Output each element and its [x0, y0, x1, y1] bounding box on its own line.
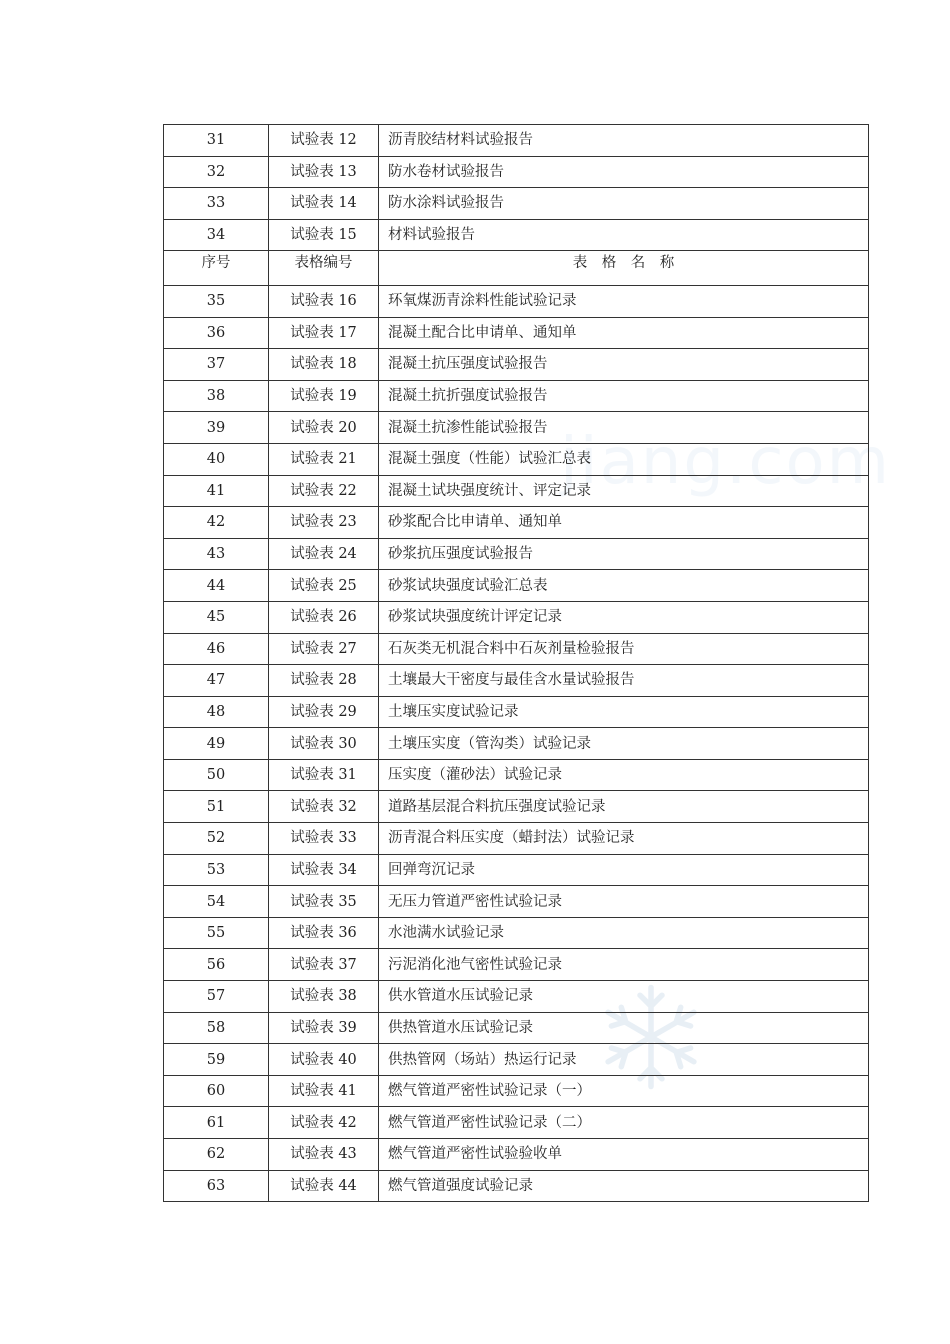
table-header-row: [164, 251, 869, 286]
row-seq: 34: [164, 219, 269, 251]
table-row: [164, 917, 869, 949]
row-seq: 36: [164, 317, 269, 349]
row-code: 试验表 41: [269, 1075, 379, 1107]
row-name: 沥青混合料压实度（蜡封法）试验记录: [379, 823, 869, 855]
row-code: 试验表 12: [269, 125, 379, 157]
table-row: [164, 1044, 869, 1076]
row-code: 试验表 15: [269, 219, 379, 251]
row-name: 砂浆抗压强度试验报告: [379, 538, 869, 570]
row-name: 压实度（灌砂法）试验记录: [379, 759, 869, 791]
row-seq: 32: [164, 156, 269, 188]
row-code: 试验表 40: [269, 1044, 379, 1076]
row-name: 供热管道水压试验记录: [379, 1012, 869, 1044]
table-body-top: [164, 125, 869, 251]
table-row: [164, 219, 869, 251]
row-code: 试验表 39: [269, 1012, 379, 1044]
row-seq: 40: [164, 443, 269, 475]
row-name: 土壤最大干密度与最佳含水量试验报告: [379, 665, 869, 697]
row-seq: 51: [164, 791, 269, 823]
row-code: 试验表 32: [269, 791, 379, 823]
row-code: 试验表 36: [269, 917, 379, 949]
table-row: [164, 665, 869, 697]
row-seq: 57: [164, 981, 269, 1013]
row-code: 试验表 43: [269, 1139, 379, 1171]
row-code: 试验表 37: [269, 949, 379, 981]
row-name: 防水卷材试验报告: [379, 156, 869, 188]
table-row: [164, 1075, 869, 1107]
table-row: [164, 285, 869, 317]
table-row: [164, 188, 869, 220]
table-row: [164, 949, 869, 981]
row-seq: 35: [164, 285, 269, 317]
row-name: 沥青胶结材料试验报告: [379, 125, 869, 157]
row-code: 试验表 38: [269, 981, 379, 1013]
table-row: [164, 1170, 869, 1202]
row-name: 砂浆试块强度统计评定记录: [379, 601, 869, 633]
header-seq: 序号: [164, 251, 269, 286]
row-seq: 31: [164, 125, 269, 157]
row-seq: 58: [164, 1012, 269, 1044]
row-name: 砂浆配合比申请单、通知单: [379, 507, 869, 539]
row-code: 试验表 42: [269, 1107, 379, 1139]
table-row: [164, 380, 869, 412]
row-seq: 41: [164, 475, 269, 507]
row-seq: 54: [164, 886, 269, 918]
table-row: [164, 538, 869, 570]
row-name: 无压力管道严密性试验记录: [379, 886, 869, 918]
row-code: 试验表 18: [269, 349, 379, 381]
row-code: 试验表 21: [269, 443, 379, 475]
row-name: 道路基层混合料抗压强度试验记录: [379, 791, 869, 823]
row-code: 试验表 25: [269, 570, 379, 602]
row-code: 试验表 17: [269, 317, 379, 349]
row-seq: 60: [164, 1075, 269, 1107]
table-row: [164, 412, 869, 444]
row-name: 砂浆试块强度试验汇总表: [379, 570, 869, 602]
row-seq: 55: [164, 917, 269, 949]
row-code: 试验表 13: [269, 156, 379, 188]
row-name: 混凝土配合比申请单、通知单: [379, 317, 869, 349]
row-code: 试验表 28: [269, 665, 379, 697]
row-seq: 53: [164, 854, 269, 886]
header-name: 表 格 名 称: [379, 251, 869, 286]
row-seq: 46: [164, 633, 269, 665]
row-seq: 52: [164, 823, 269, 855]
row-code: 试验表 44: [269, 1170, 379, 1202]
table-row: [164, 791, 869, 823]
table-row: [164, 823, 869, 855]
row-code: 试验表 30: [269, 728, 379, 760]
row-seq: 39: [164, 412, 269, 444]
row-seq: 43: [164, 538, 269, 570]
row-name: 回弹弯沉记录: [379, 854, 869, 886]
form-index-table: [163, 124, 869, 1202]
row-code: 试验表 34: [269, 854, 379, 886]
row-name: 土壤压实度试验记录: [379, 696, 869, 728]
row-seq: 45: [164, 601, 269, 633]
row-code: 试验表 22: [269, 475, 379, 507]
row-seq: 38: [164, 380, 269, 412]
row-name: 混凝土试块强度统计、评定记录: [379, 475, 869, 507]
table-row: [164, 317, 869, 349]
row-seq: 62: [164, 1139, 269, 1171]
row-seq: 47: [164, 665, 269, 697]
row-name: 供水管道水压试验记录: [379, 981, 869, 1013]
row-seq: 37: [164, 349, 269, 381]
row-code: 试验表 20: [269, 412, 379, 444]
row-name: 燃气管道严密性试验记录（一）: [379, 1075, 869, 1107]
row-name: 污泥消化池气密性试验记录: [379, 949, 869, 981]
row-seq: 63: [164, 1170, 269, 1202]
table-row: [164, 1139, 869, 1171]
row-code: 试验表 27: [269, 633, 379, 665]
row-seq: 50: [164, 759, 269, 791]
row-name: 混凝土抗渗性能试验报告: [379, 412, 869, 444]
row-name: 燃气管道严密性试验验收单: [379, 1139, 869, 1171]
table-row: [164, 156, 869, 188]
row-code: 试验表 29: [269, 696, 379, 728]
row-seq: 48: [164, 696, 269, 728]
table-row: [164, 125, 869, 157]
row-name: 混凝土抗压强度试验报告: [379, 349, 869, 381]
row-name: 水池满水试验记录: [379, 917, 869, 949]
row-code: 试验表 35: [269, 886, 379, 918]
row-name: 燃气管道严密性试验记录（二）: [379, 1107, 869, 1139]
row-name: 石灰类无机混合料中石灰剂量检验报告: [379, 633, 869, 665]
table-row: [164, 1012, 869, 1044]
row-code: 试验表 19: [269, 380, 379, 412]
table-row: [164, 475, 869, 507]
table-row: [164, 1107, 869, 1139]
row-code: 试验表 31: [269, 759, 379, 791]
table-header-section: [164, 251, 869, 286]
row-code: 试验表 24: [269, 538, 379, 570]
table-row: [164, 349, 869, 381]
row-name: 混凝土抗折强度试验报告: [379, 380, 869, 412]
row-name: 防水涂料试验报告: [379, 188, 869, 220]
row-name: 燃气管道强度试验记录: [379, 1170, 869, 1202]
table-row: [164, 443, 869, 475]
row-code: 试验表 16: [269, 285, 379, 317]
table-row: [164, 886, 869, 918]
table-row: [164, 981, 869, 1013]
row-seq: 59: [164, 1044, 269, 1076]
row-code: 试验表 23: [269, 507, 379, 539]
row-name: 混凝土强度（性能）试验汇总表: [379, 443, 869, 475]
row-name: 环氧煤沥青涂料性能试验记录: [379, 285, 869, 317]
table-row: [164, 601, 869, 633]
row-seq: 42: [164, 507, 269, 539]
row-seq: 61: [164, 1107, 269, 1139]
row-code: 试验表 33: [269, 823, 379, 855]
row-seq: 49: [164, 728, 269, 760]
watermark-text: jiang.com: [560, 425, 891, 499]
row-seq: 56: [164, 949, 269, 981]
header-code: 表格编号: [269, 251, 379, 286]
row-name: 土壤压实度（管沟类）试验记录: [379, 728, 869, 760]
table-row: [164, 854, 869, 886]
table-row: [164, 728, 869, 760]
table-row: [164, 507, 869, 539]
row-seq: 33: [164, 188, 269, 220]
table-row: [164, 759, 869, 791]
table-row: [164, 696, 869, 728]
row-seq: 44: [164, 570, 269, 602]
table-body-main: [164, 285, 869, 1201]
row-name: 供热管网（场站）热运行记录: [379, 1044, 869, 1076]
row-code: 试验表 14: [269, 188, 379, 220]
table-row: [164, 633, 869, 665]
table-row: [164, 570, 869, 602]
row-code: 试验表 26: [269, 601, 379, 633]
row-name: 材料试验报告: [379, 219, 869, 251]
